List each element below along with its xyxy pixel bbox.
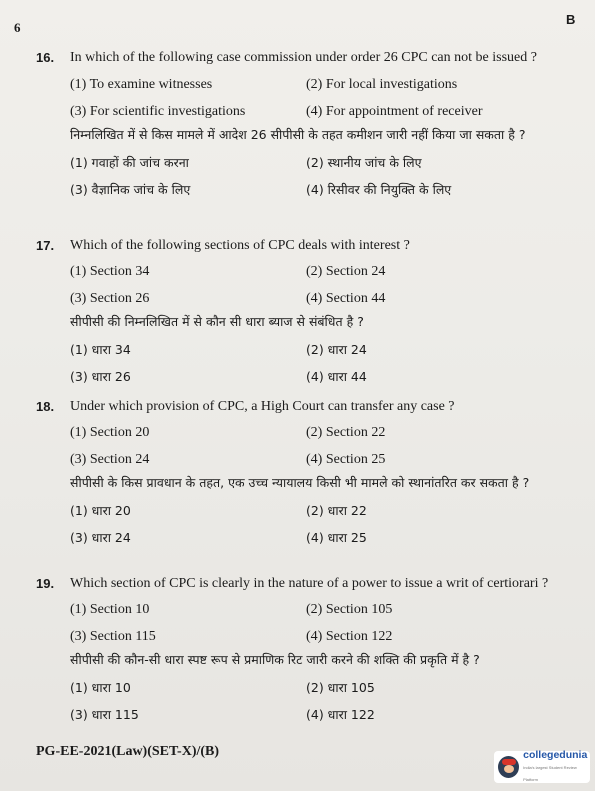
page-number: 6: [14, 20, 21, 35]
option-3: (3) Section 115: [70, 628, 156, 644]
question-number: 16.: [36, 50, 55, 65]
option-2: (2) Section 105: [306, 601, 393, 617]
option-4-hindi: (4) धारा 25: [306, 530, 367, 545]
option-2: (2) Section 24: [306, 263, 386, 279]
collegedunia-logo: [494, 748, 590, 783]
footer-code: PG-EE-2021(Law)(SET-X)/(B): [36, 744, 220, 759]
question-17: [36, 236, 576, 390]
question-text: Which of the following sections of CPC deals with interest ?: [70, 238, 410, 253]
question-text: Which section of CPC is clearly in the nature of a power to issue a writ of certiorari ?: [70, 576, 549, 591]
option-3-hindi: (3) धारा 115: [70, 707, 139, 722]
option-1: (1) Section 34: [70, 263, 150, 279]
option-3-hindi: (3) वैज्ञानिक जांच के लिए: [70, 182, 191, 197]
option-2: (2) For local investigations: [306, 76, 458, 92]
mascot-icon: [498, 756, 519, 778]
question-19: [36, 574, 576, 728]
option-1-hindi: (1) धारा 34: [70, 342, 131, 357]
question-text-hindi: सीपीसी के किस प्रावधान के तहत, एक उच्च न्यायालय किसी भी मामले को स्थानांतरित कर सकता है ?: [70, 475, 530, 490]
option-2-hindi: (2) धारा 22: [306, 503, 367, 518]
option-3-hindi: (3) धारा 26: [70, 369, 131, 384]
option-4-hindi: (4) धारा 44: [306, 369, 367, 384]
option-4-hindi: (4) धारा 122: [306, 707, 375, 722]
set-letter: B: [566, 12, 576, 27]
option-3-hindi: (3) धारा 24: [70, 530, 131, 545]
option-4: (4) For appointment of receiver: [306, 103, 483, 119]
option-3: (3) Section 26: [70, 290, 150, 306]
option-2: (2) Section 22: [306, 424, 386, 440]
option-2-hindi: (2) धारा 105: [306, 680, 375, 695]
option-2-hindi: (2) स्थानीय जांच के लिए: [306, 155, 422, 170]
option-1-hindi: (1) गवाहों की जांच करना: [70, 155, 189, 170]
option-1: (1) Section 20: [70, 424, 150, 440]
option-3: (3) Section 24: [70, 451, 150, 467]
option-4: (4) Section 122: [306, 628, 393, 644]
question-text: In which of the following case commission under order 26 CPC can not be issued ?: [70, 50, 537, 65]
option-1: (1) To examine witnesses: [70, 76, 213, 92]
option-3: (3) For scientific investigations: [70, 103, 246, 119]
option-4: (4) Section 25: [306, 451, 386, 467]
question-text: Under which provision of CPC, a High Court can transfer any case ?: [70, 399, 455, 414]
option-4-hindi: (4) रिसीवर की नियुक्ति के लिए: [306, 182, 452, 197]
question-number: 18.: [36, 399, 55, 414]
question-number: 17.: [36, 238, 55, 253]
option-1-hindi: (1) धारा 10: [70, 680, 131, 695]
question-text-hindi: निम्नलिखित में से किस मामले में आदेश 26 सीपीसी के तहत कमीशन जारी नहीं किया जा सकता है ?: [70, 127, 526, 142]
option-4: (4) Section 44: [306, 290, 386, 306]
question-18: [36, 397, 576, 551]
option-1-hindi: (1) धारा 20: [70, 503, 131, 518]
logo-name: collegedunia: [523, 748, 588, 761]
question-text-hindi: सीपीसी की निम्नलिखित में से कौन सी धारा ब्याज से संबंधित है ?: [70, 314, 364, 329]
question-16: [36, 48, 576, 203]
question-text-hindi: सीपीसी की कौन-सी धारा स्पष्ट रूप से प्रमाणिक रिट जारी करने की शक्ति की प्रकृति में है ?: [70, 652, 480, 667]
option-2-hindi: (2) धारा 24: [306, 342, 367, 357]
logo-tagline: India's largest Student Review Platform: [523, 764, 577, 782]
question-number: 19.: [36, 576, 55, 591]
option-1: (1) Section 10: [70, 601, 150, 617]
